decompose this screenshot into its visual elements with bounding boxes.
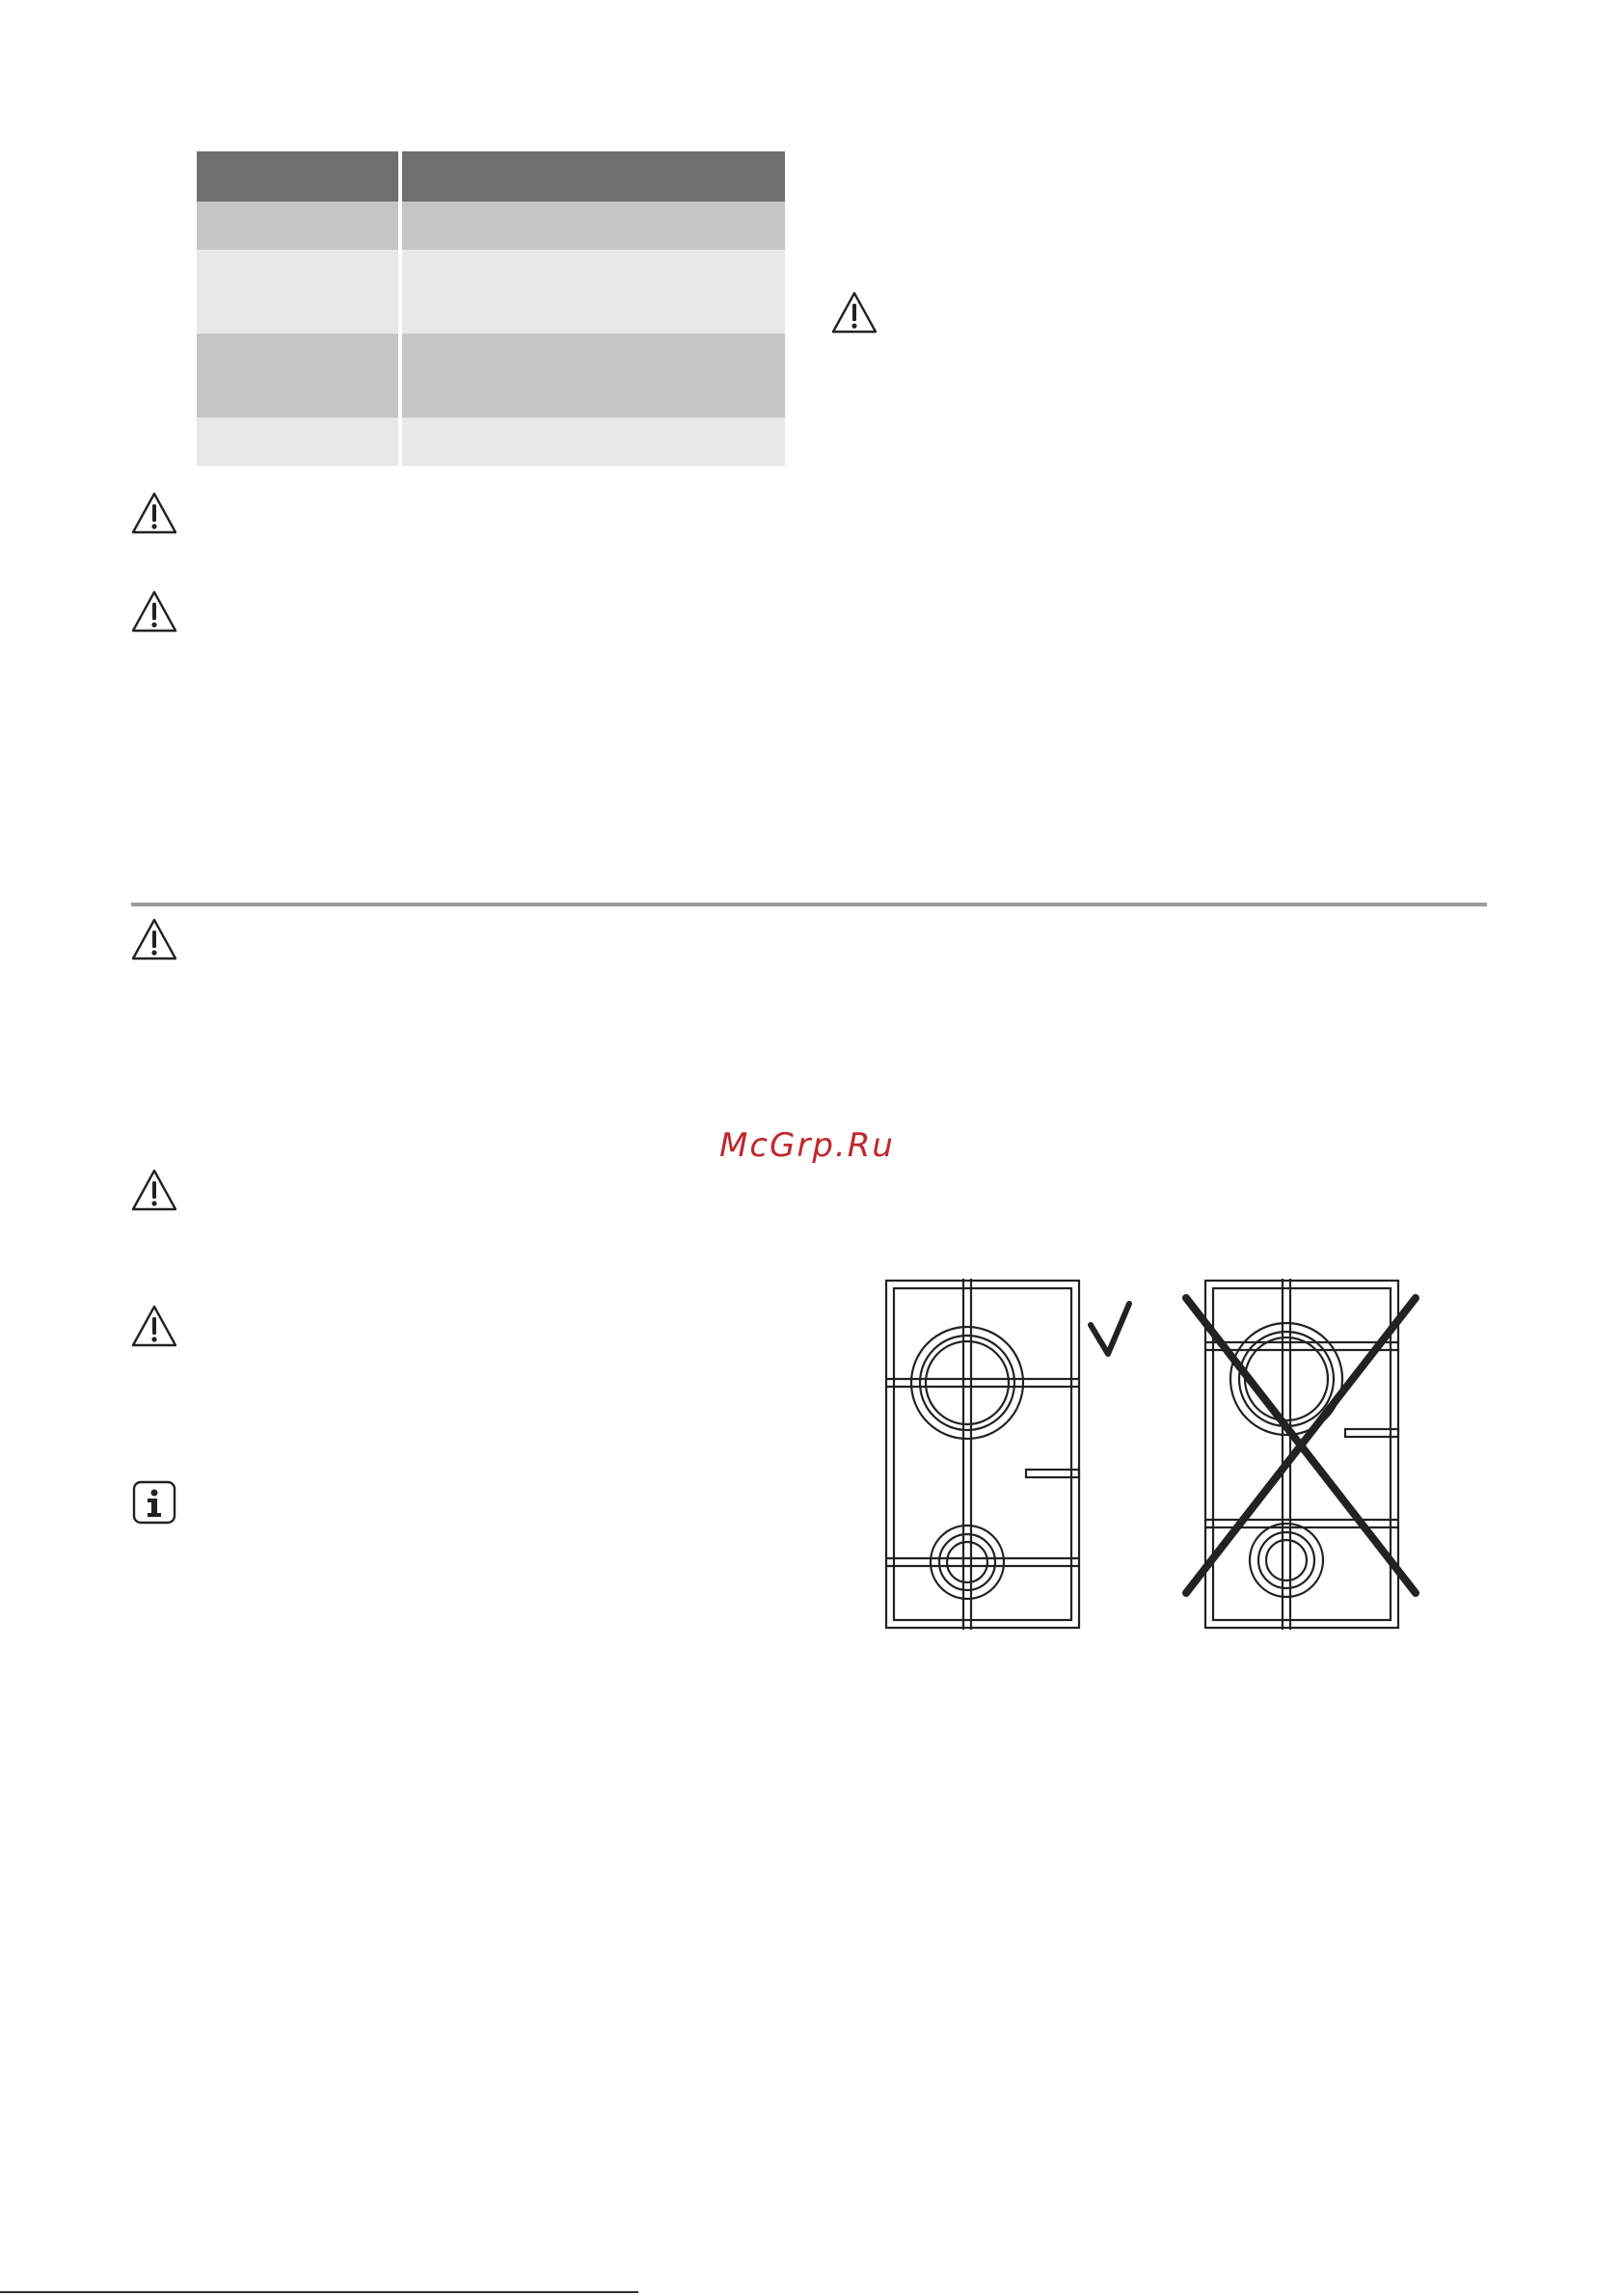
warning-triangle-icon [130, 917, 178, 961]
table-cell [197, 418, 398, 466]
table-header-cell [402, 151, 785, 202]
table-cell [402, 202, 785, 250]
footer-line [0, 2291, 638, 2293]
warning-triangle-icon [130, 1304, 178, 1348]
specification-table [197, 151, 785, 466]
pan-support-incorrect-figure [1180, 1275, 1431, 1632]
table-cell [402, 250, 785, 334]
watermark: McGrp.Ru [719, 1126, 895, 1165]
table-cell [402, 418, 785, 466]
table-cell [197, 334, 398, 418]
warning-triangle-icon [830, 290, 878, 335]
table-header-row [197, 151, 785, 202]
warning-triangle-icon [130, 491, 178, 535]
table-row [197, 202, 785, 250]
table-header-cell [197, 151, 398, 202]
table-cell [197, 250, 398, 334]
table-cell [197, 202, 398, 250]
table-cell [402, 334, 785, 418]
info-icon [132, 1480, 176, 1525]
table-row [197, 334, 785, 418]
check-mark-icon [1091, 1304, 1129, 1354]
section-divider [131, 903, 1487, 906]
warning-triangle-icon [130, 589, 178, 634]
table-row [197, 418, 785, 466]
pan-support-correct-figure [883, 1275, 1134, 1632]
warning-triangle-icon [130, 1168, 178, 1212]
table-row [197, 250, 785, 334]
